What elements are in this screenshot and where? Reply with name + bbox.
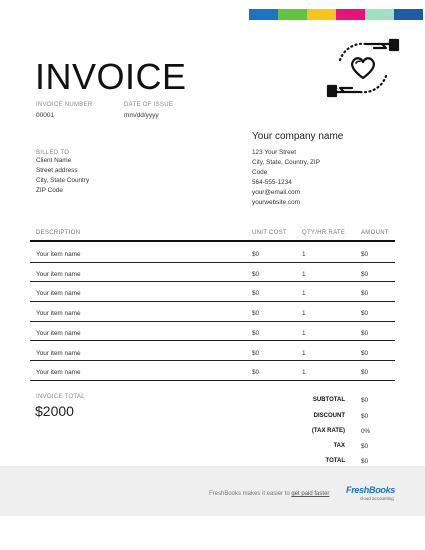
- table-row: [30, 263, 395, 283]
- item-amount: $0: [361, 349, 369, 357]
- summary-value: $0: [361, 413, 369, 420]
- invoice-number-label: INVOICE NUMBER: [36, 102, 93, 108]
- client-street: Street address: [36, 167, 78, 174]
- client-zip: ZIP Code: [36, 187, 63, 194]
- item-unit-cost: $0: [252, 369, 260, 377]
- color-segment: [307, 9, 336, 20]
- date-label: DATE OF ISSUE: [124, 102, 174, 108]
- company-email: your@email.com: [252, 189, 301, 196]
- item-description: Your item name: [36, 251, 81, 258]
- item-amount: $0: [361, 270, 369, 278]
- footer-message: FreshBooks makes it easier to: [209, 491, 290, 497]
- color-segment: [336, 9, 365, 20]
- item-amount: $0: [361, 290, 369, 298]
- header-qty-rate: QTY/HR RATE: [302, 230, 346, 236]
- company-website: yourwebsite.com: [252, 199, 300, 206]
- invoice-total-label: INVOICE TOTAL: [36, 394, 85, 400]
- color-segment: [278, 9, 307, 20]
- summary-label: TAX: [333, 443, 345, 449]
- client-city: City, State Country: [36, 177, 90, 184]
- company-phone: 564-555-1234: [252, 179, 292, 186]
- item-amount: $0: [361, 369, 369, 377]
- item-unit-cost: $0: [252, 329, 260, 337]
- invoice-total-value: $2000: [35, 403, 74, 419]
- item-qty: 1: [302, 349, 306, 357]
- item-unit-cost: $0: [252, 349, 260, 357]
- summary-value: $0: [361, 397, 369, 404]
- hands-heart-icon: [326, 38, 400, 98]
- table-row: [30, 243, 395, 263]
- item-unit-cost: $0: [252, 290, 260, 298]
- brand-color-bar: [249, 9, 423, 20]
- item-amount: $0: [361, 310, 369, 318]
- table-row: [30, 322, 395, 342]
- company-address: [252, 148, 320, 208]
- date-value: mm/dd/yyyy: [124, 112, 159, 119]
- header-amount: AMOUNT: [361, 230, 389, 236]
- color-segment: [249, 9, 278, 20]
- summary-label: DISCOUNT: [313, 413, 345, 419]
- color-segment: [394, 9, 423, 20]
- item-amount: $0: [361, 329, 369, 337]
- table-row: [30, 361, 395, 381]
- header-divider: [30, 240, 395, 242]
- footer-banner: [0, 466, 425, 516]
- company-line: 123 Your Street: [252, 149, 297, 156]
- get-paid-faster-link[interactable]: get paid faster: [291, 491, 330, 497]
- item-description: Your item name: [36, 369, 81, 377]
- item-qty: 1: [302, 290, 306, 298]
- item-qty: 1: [302, 310, 306, 318]
- item-qty: 1: [302, 251, 306, 258]
- invoice-number-value: 00001: [36, 112, 55, 119]
- billed-to-address: [36, 156, 89, 196]
- document-title: INVOICE: [35, 56, 187, 97]
- company-name: Your company name: [252, 131, 344, 142]
- company-line: Code: [252, 169, 268, 176]
- table-row: [30, 342, 395, 362]
- summary-label: (TAX RATE): [311, 428, 345, 434]
- footer-text: [209, 491, 329, 497]
- item-qty: 1: [302, 270, 306, 278]
- color-segment: [365, 9, 394, 20]
- item-description: Your item name: [36, 329, 81, 337]
- item-unit-cost: $0: [252, 270, 260, 278]
- item-unit-cost: $0: [252, 310, 260, 318]
- summary-value: 0%: [361, 428, 371, 435]
- table-row: [30, 282, 395, 302]
- summary-label: SUBTOTAL: [312, 397, 345, 403]
- freshbooks-logo: FreshBooks: [346, 485, 396, 495]
- summary-value: $0: [361, 458, 369, 465]
- client-name: Client Name: [36, 157, 72, 164]
- item-qty: 1: [302, 329, 306, 337]
- item-qty: 1: [302, 369, 306, 377]
- item-description: Your item name: [36, 310, 81, 318]
- item-description: Your item name: [36, 349, 81, 357]
- header-description: DESCRIPTION: [36, 230, 81, 236]
- item-description: Your item name: [36, 270, 81, 278]
- header-unit-cost: UNIT COST: [252, 230, 287, 236]
- item-unit-cost: $0: [252, 251, 260, 258]
- summary-label: TOTAL: [325, 458, 345, 464]
- billed-to-label: BILLED TO: [36, 150, 70, 156]
- item-description: Your item name: [36, 290, 81, 298]
- summary-value: $0: [361, 443, 369, 450]
- item-amount: $0: [361, 251, 369, 258]
- table-row: [30, 302, 395, 322]
- company-line: City, State, Country, ZIP: [252, 159, 320, 166]
- freshbooks-tagline: cloud accounting: [360, 496, 394, 501]
